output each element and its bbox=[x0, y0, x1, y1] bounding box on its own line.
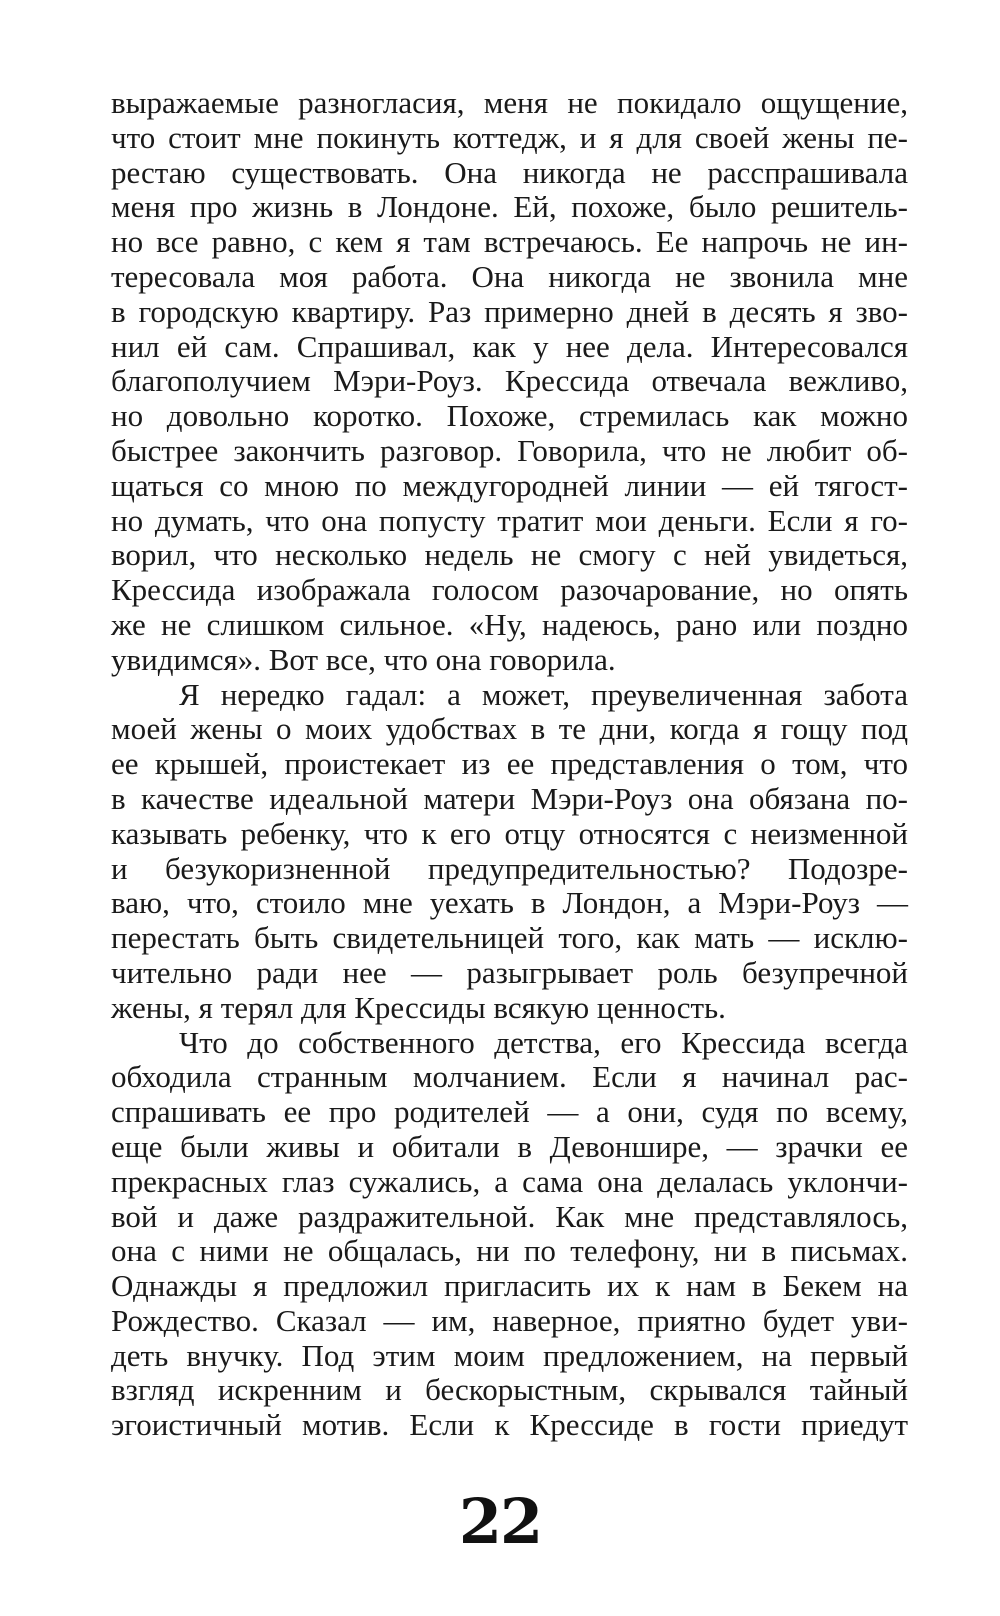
text-line: увидимся». Вот все, что она говорила. bbox=[111, 641, 616, 677]
paragraph-3 bbox=[111, 1026, 908, 1444]
text-line: выражаемые разногласия, меня не покидало ощущение, bbox=[111, 85, 908, 120]
text-line: но довольно коротко. Похоже, стремилась как можно bbox=[111, 398, 908, 434]
text-line: взгляд искренним и бескорыстным, скрывался тайный bbox=[111, 1372, 908, 1408]
text-line: Что до собственного детства, его Крессида всегда bbox=[179, 1024, 908, 1060]
text-line: Я нередко гадал: а может, преувеличенная забота bbox=[179, 676, 908, 712]
text-line: щаться со мною по междугородней линии — ей тягост- bbox=[111, 467, 908, 503]
text-line: спрашивать ее про родителей — а они, судя по всему, bbox=[111, 1094, 908, 1130]
text-line: ворил, что несколько недель не смогу с ней увидеться, bbox=[111, 537, 908, 573]
text-line: ваю, что, стоило мне уехать в Лондон, а Мэри-Роуз — bbox=[111, 885, 908, 921]
text-line: казывать ребенку, что к его отцу относятся с неизменной bbox=[111, 815, 908, 851]
text-line: Рождество. Сказал — им, наверное, приятно будет уви- bbox=[111, 1302, 908, 1338]
text-line: меня про жизнь в Лондоне. Ей, похоже, было решитель- bbox=[111, 189, 908, 225]
text-line: Крессида изображала голосом разочарование, но опять bbox=[111, 572, 908, 608]
text-line: и безукоризненной предупредительностью? Подозре- bbox=[111, 850, 908, 886]
paragraph-2 bbox=[111, 678, 908, 1026]
text-line: в городскую квартиру. Раз примерно дней в десять я зво- bbox=[111, 293, 908, 329]
text-line: еще были живы и обитали в Девоншире, — зрачки ее bbox=[111, 1128, 908, 1164]
text-line: перестать быть свидетельницей того, как мать — исклю- bbox=[111, 920, 908, 956]
text-line: прекрасных глаз сужались, а сама она делалась уклончи- bbox=[111, 1163, 908, 1199]
paragraph-1 bbox=[111, 86, 908, 678]
text-line: чительно ради нее — разыгрывает роль безупречной bbox=[111, 954, 908, 990]
text-line: благополучием Мэри-Роуз. Крессида отвечала вежливо, bbox=[111, 363, 908, 399]
text-line: вой и даже раздражительной. Как мне представлялось, bbox=[111, 1198, 908, 1234]
text-line: жены, я терял для Крессиды всякую ценность. bbox=[111, 989, 726, 1025]
text-line: но думать, что она попусту тратит мои деньги. Если я го- bbox=[111, 502, 908, 538]
text-line: тересовала моя работа. Она никогда не звонила мне bbox=[111, 258, 908, 294]
text-line: рестаю существовать. Она никогда не расспрашивала bbox=[111, 154, 908, 190]
text-line: ее крышей, проистекает из ее представления о том, что bbox=[111, 746, 908, 782]
page-number: 22 bbox=[458, 1485, 542, 1558]
text-line: в качестве идеальной матери Мэри-Роуз она обязана по- bbox=[111, 780, 908, 816]
text-line: обходила странным молчанием. Если я начинал рас- bbox=[111, 1059, 908, 1095]
text-line: нил ей сам. Спрашивал, как у нее дела. Интересовался bbox=[111, 328, 908, 364]
body-text bbox=[111, 86, 908, 1443]
text-line: же не слишком сильное. «Ну, надеюсь, рано или поздно bbox=[111, 606, 908, 642]
text-line: быстрее закончить разговор. Говорила, что не любит об- bbox=[111, 432, 908, 468]
text-line: что стоит мне покинуть коттедж, и я для своей жены пе- bbox=[111, 119, 908, 155]
text-line: деть внучку. Под этим моим предложением, на первый bbox=[111, 1337, 908, 1373]
text-line: Однажды я предложил пригласить их к нам в Бекем на bbox=[111, 1268, 908, 1304]
text-line: моей жены о моих удобствах в те дни, когда я гощу под bbox=[111, 711, 908, 747]
text-line: эгоистичный мотив. Если к Крессиде в гости приедут bbox=[111, 1407, 908, 1443]
text-line: она с ними не общалась, ни по телефону, ни в письмах. bbox=[111, 1233, 908, 1269]
text-line: но все равно, с кем я там встречаюсь. Ее напрочь не ин- bbox=[111, 224, 908, 260]
